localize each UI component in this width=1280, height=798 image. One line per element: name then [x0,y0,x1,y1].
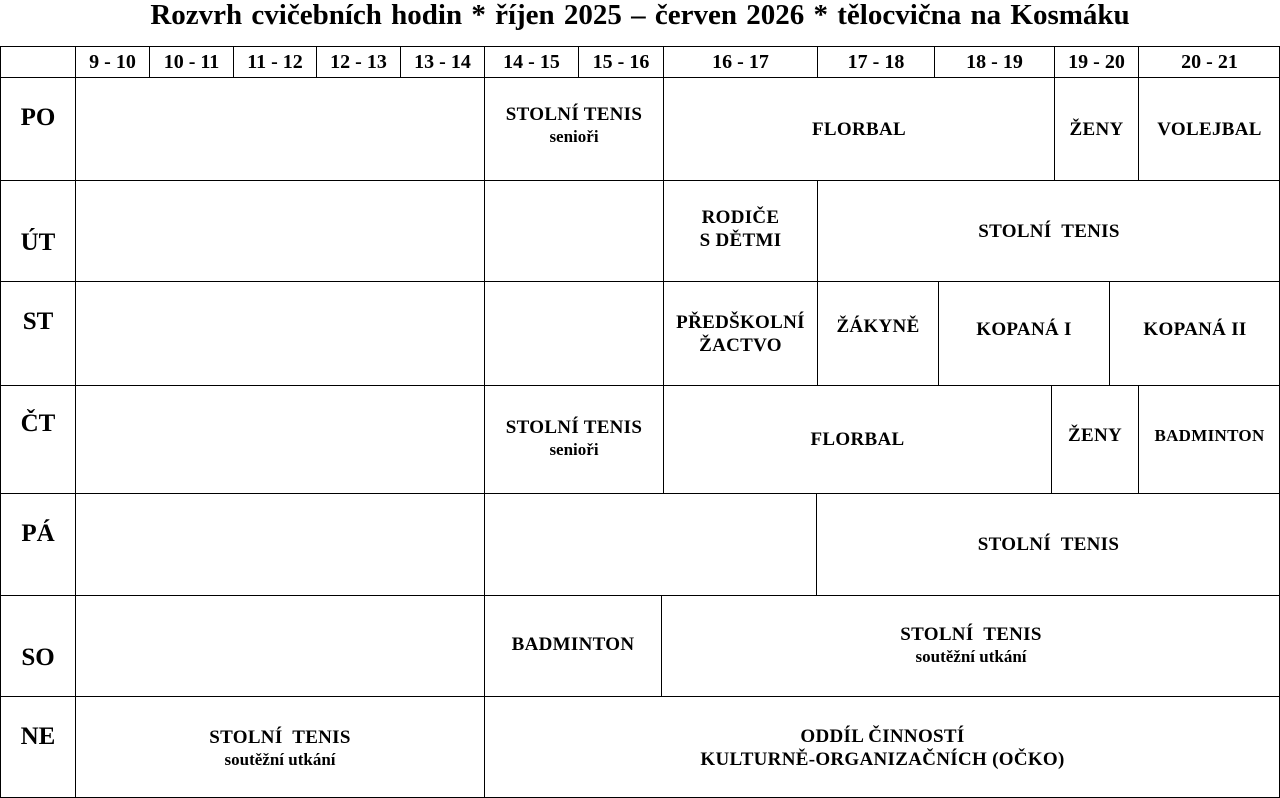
activity-name-line2: S DĚTMI [699,230,782,251]
activity-name: KOPANÁ I [976,319,1072,340]
empty-slot [75,281,484,385]
activity-name: STOLNÍ TENIS [209,726,351,748]
empty-slot [75,180,484,281]
schedule-table [0,46,1280,798]
day-label-monday: PO [0,77,75,180]
activity-name: ŽENY [1068,425,1122,446]
hour-header: 14 - 15 [484,46,578,77]
activity-name-line1: PŘEDŠKOLNÍ [676,311,805,333]
hour-header: 17 - 18 [817,46,934,77]
activity-name-line2: ŽACTVO [699,334,782,356]
activity-name: STOLNÍ TENIS [900,624,1042,645]
activity-name: VOLEJBAL [1157,118,1262,140]
hour-header: 11 - 12 [233,46,316,77]
hour-header: 9 - 10 [75,46,149,77]
activity-women [1054,77,1138,180]
activity-note: senioři [549,127,599,146]
day-label-friday: PÁ [0,493,75,595]
day-label-sunday: NE [0,696,75,798]
activity-name: ŽENY [1069,118,1124,140]
activity-football-1 [938,281,1109,385]
activity-table-tennis [817,180,1280,281]
hour-header: 18 - 19 [934,46,1054,77]
activity-table-tennis-seniors [484,77,663,180]
hour-header: 15 - 16 [578,46,663,77]
activity-women [1051,385,1138,493]
activity-name: STOLNÍ TENIS [505,416,643,438]
day-label-saturday: SO [0,595,75,696]
activity-name-line1: RODIČE [701,207,780,228]
activity-note: soutěžní utkání [915,647,1027,666]
activity-name: BADMINTON [511,633,635,655]
activity-football-2 [1109,281,1280,385]
hour-header: 13 - 14 [400,46,484,77]
empty-slot [75,77,484,180]
activity-name: ŽÁKYNĚ [836,316,920,337]
activity-note: soutěžní utkání [224,749,336,769]
hour-header: 12 - 13 [316,46,400,77]
empty-slot [484,180,663,281]
activity-name: FLORBAL [810,429,905,450]
hour-header: 20 - 21 [1138,46,1280,77]
activity-note: senioři [549,439,599,459]
day-label-tuesday: ÚT [0,180,75,281]
empty-slot [75,493,484,595]
activity-badminton [1138,385,1280,493]
activity-badminton [484,595,661,696]
activity-name: STOLNÍ TENIS [505,104,643,125]
empty-slot [75,385,484,493]
corner-cell [0,46,75,77]
day-label-wednesday: ST [0,281,75,385]
hour-header: 10 - 11 [149,46,233,77]
activity-name-line1: ODDÍL ČINNOSTÍ [800,725,965,747]
activity-name: STOLNÍ TENIS [978,220,1120,242]
empty-slot [484,493,816,595]
schedule-title: Rozvrh cvičebních hodin * říjen 2025 – červen 2026 * tělocvična na Kosmáku [150,0,1130,31]
activity-floorball [663,77,1054,180]
activity-schoolgirls [817,281,938,385]
activity-floorball [663,385,1051,493]
activity-ocko-cultural [484,696,1280,798]
activity-table-tennis-seniors [484,385,663,493]
activity-name: FLORBAL [812,118,906,140]
activity-volleyball [1138,77,1280,180]
hour-header: 19 - 20 [1054,46,1138,77]
activity-parents-with-children [663,180,817,281]
empty-slot [484,281,663,385]
activity-name: STOLNÍ TENIS [977,534,1120,555]
hour-header: 16 - 17 [663,46,817,77]
day-label-thursday: ČT [0,385,75,493]
activity-table-tennis-matches [75,696,484,798]
activity-name-line2: KULTURNĚ-ORGANIZAČNÍCH (OČKO) [700,748,1065,770]
activity-preschool-youth [663,281,817,385]
activity-name: KOPANÁ II [1143,319,1247,340]
activity-table-tennis [816,493,1280,595]
activity-table-tennis-matches [661,595,1280,696]
activity-name: BADMINTON [1154,426,1265,445]
empty-slot [75,595,484,696]
